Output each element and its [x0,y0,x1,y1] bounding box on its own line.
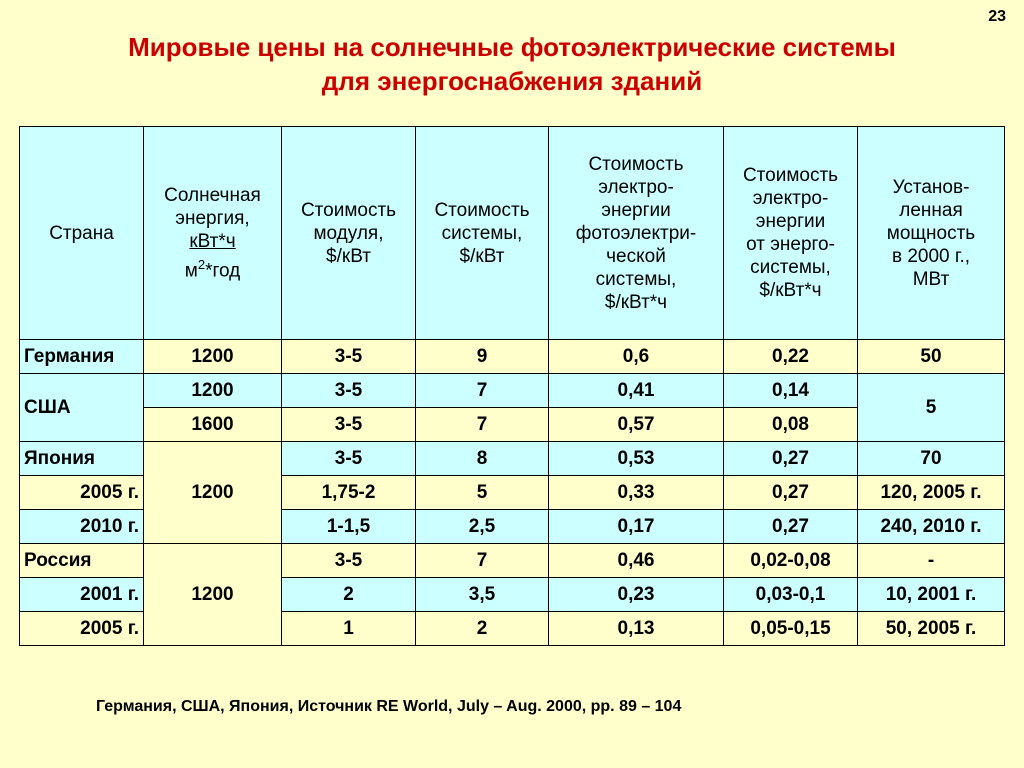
table-row [20,340,1005,374]
module-cell: 1 [282,612,416,646]
pv-cell: 0,41 [549,374,724,408]
power-cell: 120, 2005 г. [858,476,1005,510]
power-cell: 50 [858,340,1005,374]
grid-cell: 0,27 [724,442,858,476]
country-cell: США [20,374,144,442]
pv-cell: 0,17 [549,510,724,544]
module-cell: 3-5 [282,544,416,578]
header-pv-energy-cost: Стоимость электро- энергии фотоэлектри- ческой системы, $/кВт*ч [549,127,724,340]
system-cell: 5 [416,476,549,510]
pv-cell: 0,6 [549,340,724,374]
price-table [19,126,1005,646]
solar-cell: 1200 [144,340,282,374]
pv-cell: 0,57 [549,408,724,442]
header-system-cost: Стоимость системы, $/кВт [416,127,549,340]
module-cell: 3-5 [282,408,416,442]
header-grid-energy-cost: Стоимость электро- энергии от энерго- системы, $/кВт*ч [724,127,858,340]
solar-cell: 1200 [144,544,282,646]
country-cell: Россия [20,544,144,578]
solar-cell: 1600 [144,408,282,442]
module-cell: 3-5 [282,442,416,476]
power-cell: - [858,544,1005,578]
table-row [20,374,1005,408]
table-row [20,408,1005,442]
solar-cell: 1200 [144,374,282,408]
source-footnote: Германия, США, Япония, Источник RE World, July – Aug. 2000, pp. 89 – 104 [96,698,682,715]
year-cell: 2010 г. [20,510,144,544]
header-module-cost: Стоимость модуля, $/кВт [282,127,416,340]
year-cell: 2005 г. [20,476,144,510]
pv-cell: 0,23 [549,578,724,612]
grid-cell: 0,22 [724,340,858,374]
grid-cell: 0,05-0,15 [724,612,858,646]
grid-cell: 0,27 [724,476,858,510]
grid-cell: 0,03-0,1 [724,578,858,612]
module-cell: 2 [282,578,416,612]
pv-cell: 0,13 [549,612,724,646]
country-cell: Япония [20,442,144,476]
system-cell: 9 [416,340,549,374]
country-cell: Германия [20,340,144,374]
system-cell: 7 [416,544,549,578]
title-line-2: для энергоснабжения зданий [321,66,703,96]
power-cell: 70 [858,442,1005,476]
power-cell: 5 [858,374,1005,442]
module-cell: 1,75-2 [282,476,416,510]
grid-cell: 0,08 [724,408,858,442]
table-row [20,544,1005,578]
system-cell: 8 [416,442,549,476]
pv-cell: 0,53 [549,442,724,476]
grid-cell: 0,14 [724,374,858,408]
title-line-1: Мировые цены на солнечные фотоэлектрические системы [128,32,896,62]
module-cell: 3-5 [282,374,416,408]
table-header-row [20,127,1005,340]
power-cell: 50, 2005 г. [858,612,1005,646]
system-cell: 2,5 [416,510,549,544]
system-cell: 2 [416,612,549,646]
pv-cell: 0,46 [549,544,724,578]
pv-cell: 0,33 [549,476,724,510]
header-solar-energy: Солнечная энергия, кВт*ч $м^2*год$ [144,127,282,340]
power-cell: 240, 2010 г. [858,510,1005,544]
system-cell: 7 [416,408,549,442]
page-number: 23 [988,8,1006,25]
module-cell: 3-5 [282,340,416,374]
system-cell: 3,5 [416,578,549,612]
grid-cell: 0,02-0,08 [724,544,858,578]
solar-cell: 1200 [144,442,282,544]
power-cell: 10, 2001 г. [858,578,1005,612]
grid-cell: 0,27 [724,510,858,544]
system-cell: 7 [416,374,549,408]
year-cell: 2001 г. [20,578,144,612]
header-country: Страна [20,127,144,340]
page-title [0,30,1024,98]
header-installed-power: Установ- ленная мощность в 2000 г., МВт [858,127,1005,340]
table-row [20,442,1005,476]
module-cell: 1-1,5 [282,510,416,544]
year-cell: 2005 г. [20,612,144,646]
